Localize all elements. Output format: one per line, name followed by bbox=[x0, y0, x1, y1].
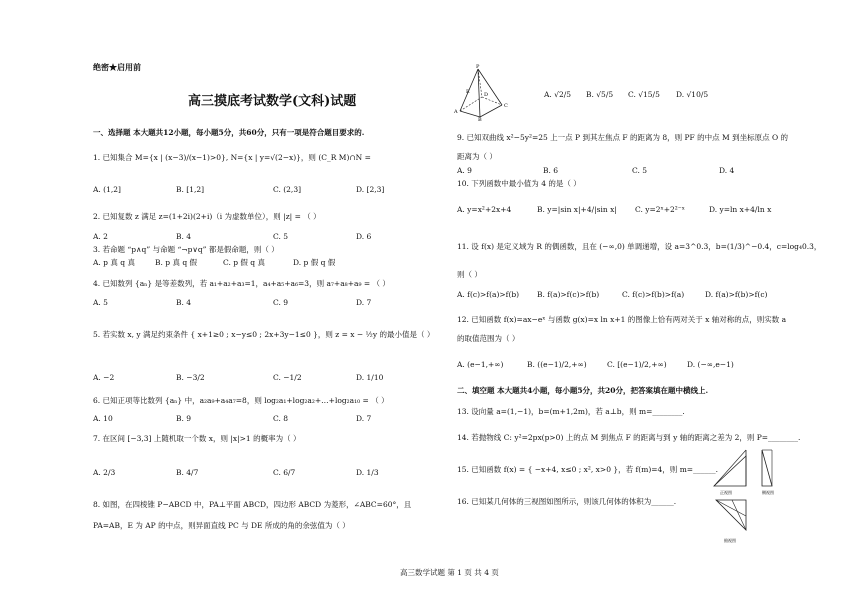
pyramid-label-e: E bbox=[466, 89, 470, 95]
q9-option-a: A. 9 bbox=[457, 166, 472, 175]
q10-stem: 10. 下列函数中最小值为 4 的是（ ） bbox=[457, 179, 581, 188]
q4-stem: 4. 已知数列 {aₙ} 是等差数列，若 a₁+a₂+a₃=1，a₄+a₅+a₆=3，则 a₇+a₈+a₉ = （ ） bbox=[93, 279, 390, 288]
q15-stem: 15. 已知函数 f(x) = { −x+4, x≤0 ; x², x>0 }，若 f(m)=4，则 m=______. bbox=[457, 465, 718, 474]
q11-option-a: A. f(c)>f(a)>f(b) bbox=[457, 290, 520, 299]
q6-option-c: C. 8 bbox=[273, 414, 289, 423]
q5-option-c: C. −1/2 bbox=[273, 373, 302, 382]
q12-option-a: A. (e−1,+∞) bbox=[457, 360, 504, 369]
q8-stem-line2: PA=AB，E 为 AP 的中点，则异面直线 PC 与 DE 所成的角的余弦值为（ ） bbox=[93, 521, 350, 530]
pyramid-label-p: P bbox=[476, 64, 480, 70]
q9-option-d: D. 4 bbox=[719, 166, 735, 175]
confidential-mark: 绝密★启用前 bbox=[93, 62, 141, 72]
q9-stem-line2: 距离为（ ） bbox=[457, 152, 497, 161]
pyramid-label-b: B bbox=[478, 117, 482, 121]
three-view-figure bbox=[712, 448, 798, 548]
q8-option-b: B. √5/5 bbox=[586, 90, 614, 99]
side-view-label: 侧视图 bbox=[762, 490, 774, 495]
q5-option-b: B. −3/2 bbox=[176, 373, 205, 382]
q3-option-c: C. p 假 q 真 bbox=[223, 258, 265, 267]
q1-option-a: A. (1,2] bbox=[93, 185, 121, 194]
q11-option-d: D. f(a)>f(b)>f(c) bbox=[705, 290, 768, 299]
page-title: 高三摸底考试数学(文科)试题 bbox=[188, 94, 357, 109]
q13-stem: 13. 设向量 a=(1,−1)，b=(m+1,2m)，若 a⊥b，则 m=________. bbox=[457, 407, 685, 416]
q3-option-d: D. p 假 q 假 bbox=[293, 258, 336, 267]
q5-option-d: D. 1/10 bbox=[356, 373, 384, 382]
q2-stem: 2. 已知复数 z 满足 z=(1+2i)(2+i)（i 为虚数单位），则 |z| = （ ） bbox=[93, 212, 321, 221]
q8-stem-line1: 8. 如图，在四棱锥 P−ABCD 中，PA⊥平面 ABCD，四边形 ABCD 为菱形，∠ABC=60°，且 bbox=[93, 500, 412, 509]
q12-stem-line1: 12. 已知函数 f(x)=ax−eˣ 与函数 g(x)=x ln x+1 的图像上恰有两对关于 x 轴对称的点，则实数 a bbox=[457, 315, 787, 324]
pyramid-label-c: C bbox=[504, 103, 508, 109]
q5-option-a: A. −2 bbox=[93, 373, 115, 382]
q7-option-c: C. 6/7 bbox=[273, 468, 296, 477]
section-choice-header: 一、选择题 本大题共12小题，每小题5分，共60分，只有一项是符合题目要求的. bbox=[93, 128, 365, 137]
q10-option-a: A. y=x²+2x+4 bbox=[457, 205, 512, 214]
q8-option-d: D. √10/5 bbox=[676, 90, 709, 99]
q2-option-d: D. 6 bbox=[356, 232, 372, 241]
q2-option-c: C. 5 bbox=[273, 232, 289, 241]
q10-option-d: D. y=ln x+4/ln x bbox=[709, 205, 772, 214]
q7-option-b: B. 4/7 bbox=[176, 468, 199, 477]
q6-stem: 6. 已知正项等比数列 {aₙ} 中，a₂a₉+a₄a₇=8，则 log₂a₁+log₂a₂+…+log₂a₁₀ = （ ） bbox=[93, 396, 389, 405]
q1-option-b: B. [1,2] bbox=[176, 185, 205, 194]
q3-stem: 3. 若命题 “p∧q” 与命题 “¬p∨q” 都是假命题，则（ ） bbox=[93, 245, 279, 254]
q12-option-c: C. [(e−1)/2,+∞) bbox=[607, 360, 667, 369]
q1-option-d: D. [2,3] bbox=[356, 185, 385, 194]
q10-option-b: B. y=|sin x|+4/|sin x| bbox=[537, 205, 617, 214]
q9-stem-line1: 9. 已知双曲线 x²−5y²=25 上一点 P 到其左焦点 F 的距离为 8，则 PF 的中点 M 到坐标原点 O 的 bbox=[457, 133, 788, 142]
q10-option-c: C. y=2ˣ+2²⁻ˣ bbox=[635, 205, 685, 214]
q7-stem: 7. 在区间 [−3,3] 上随机取一个数 x，则 |x|>1 的概率为（ ） bbox=[93, 434, 301, 443]
q16-stem: 16. 已知某几何体的三视图如图所示，则该几何体的体积为______. bbox=[457, 497, 677, 506]
q12-stem-line2: 的取值范围为（ ） bbox=[457, 334, 520, 343]
q7-option-a: A. 2/3 bbox=[93, 468, 116, 477]
q9-option-c: C. 5 bbox=[632, 166, 648, 175]
q11-stem-line2: 则（ ） bbox=[457, 270, 482, 279]
front-view-label: 正视图 bbox=[720, 490, 732, 495]
q11-option-c: C. f(c)>f(b)>f(a) bbox=[622, 290, 685, 299]
q3-option-b: B. p 真 q 假 bbox=[155, 258, 198, 267]
q6-option-b: B. 9 bbox=[176, 414, 192, 423]
q6-option-a: A. 10 bbox=[93, 414, 113, 423]
q8-option-a: A. √2/5 bbox=[544, 90, 572, 99]
pyramid-figure bbox=[452, 63, 510, 121]
q4-option-d: D. 7 bbox=[356, 298, 372, 307]
pyramid-label-d: D bbox=[484, 92, 489, 98]
section-fill-header: 二、填空题 本大题共4小题，每小题5分，共20分，把答案填在题中横线上. bbox=[457, 386, 709, 395]
q2-option-b: B. 4 bbox=[176, 232, 192, 241]
q2-option-a: A. 2 bbox=[93, 232, 108, 241]
top-view-label: 俯视图 bbox=[724, 538, 736, 543]
q12-option-b: B. ((e−1)/2,+∞) bbox=[527, 360, 587, 369]
q4-option-a: A. 5 bbox=[93, 298, 108, 307]
q14-stem: 14. 若抛物线 C: y²=2px(p>0) 上的点 M 到焦点 F 的距离与到 y 轴的距离之差为 2，则 P=________. bbox=[457, 433, 801, 442]
q6-option-d: D. 7 bbox=[356, 414, 372, 423]
q3-option-a: A. p 真 q 真 bbox=[93, 258, 135, 267]
q9-option-b: B. 6 bbox=[543, 166, 559, 175]
q5-stem: 5. 若实数 x, y 满足约束条件 { x+1≥0 ; x−y≤0 ; 2x+3y−1≤0 }，则 z = x − ½y 的最小值是（ ） bbox=[93, 330, 435, 339]
page-footer: 高三数学试题 第 1 页 共 4 页 bbox=[400, 568, 499, 577]
q8-option-c: C. √15/5 bbox=[628, 90, 660, 99]
q1-option-c: C. (2,3] bbox=[273, 185, 302, 194]
q11-option-b: B. f(a)>f(c)>f(b) bbox=[537, 290, 600, 299]
q12-option-d: D. (−∞,e−1) bbox=[687, 360, 734, 369]
q1-stem: 1. 已知集合 M={x | (x−3)/(x−1)>0}, N={x | y=√(2−x)}，则 (C_R M)∩N = bbox=[93, 153, 371, 162]
q4-option-c: C. 9 bbox=[273, 298, 289, 307]
q4-option-b: B. 4 bbox=[176, 298, 192, 307]
q7-option-d: D. 1/3 bbox=[356, 468, 379, 477]
pyramid-label-a: A bbox=[454, 109, 458, 115]
q11-stem-line1: 11. 设 f(x) 是定义域为 R 的偶函数，且在 (−∞,0) 单调递增，设 a=3^0.3，b=(1/3)^−0.4，c=log₄0.3， bbox=[457, 242, 822, 251]
